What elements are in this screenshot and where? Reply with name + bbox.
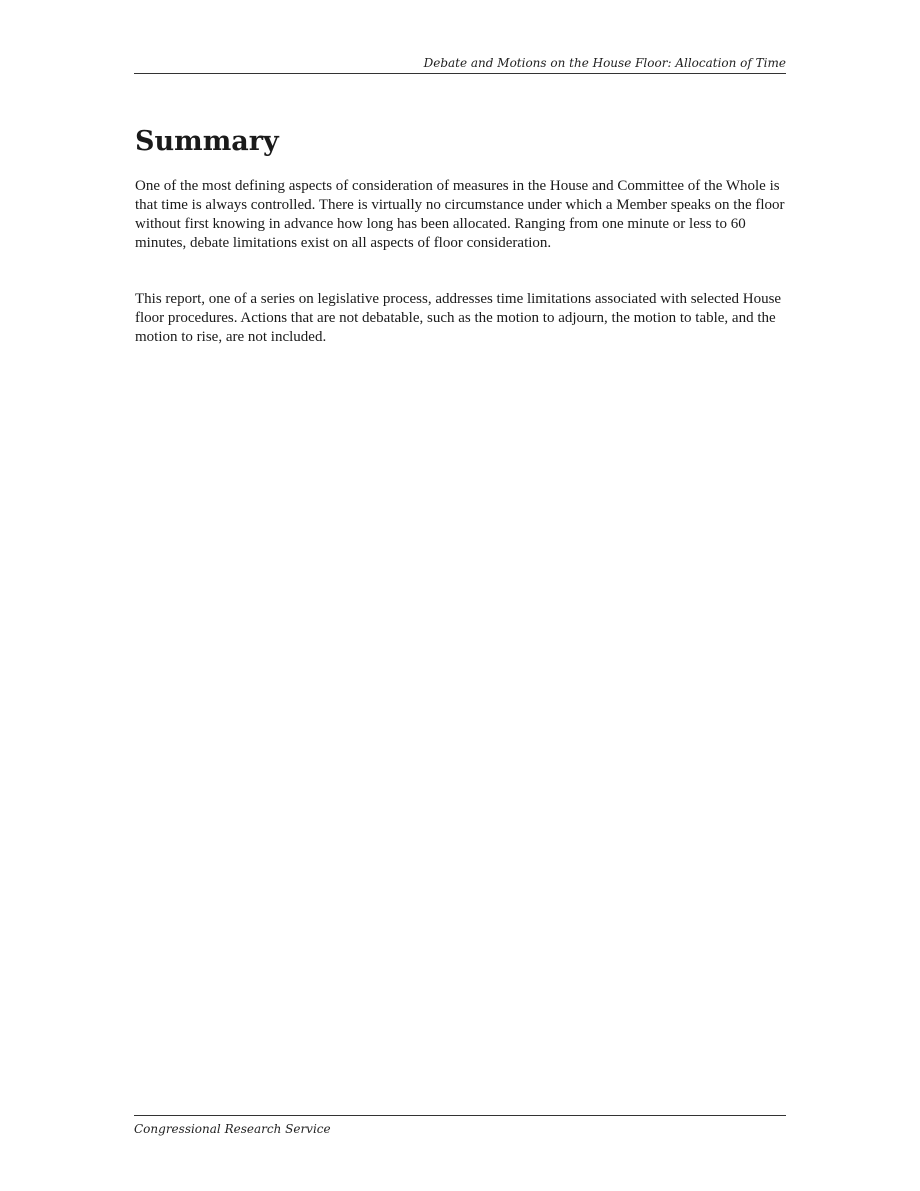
summary-paragraph-2: This report, one of a series on legislative process, addresses time limitations associated with selected House floor procedures. Actions that are not debatable, such as the motion to adjourn, the motion to table, and the motion to rise, are not included. [135, 291, 782, 345]
section-title: Summary [135, 126, 279, 157]
running-header-title: Debate and Motions on the House Floor: Allocation of Time [134, 55, 786, 74]
running-footer-organization: Congressional Research Service [134, 1115, 786, 1137]
summary-paragraph-1: One of the most defining aspects of consideration of measures in the House and Committee of the Whole is that time is always controlled. There is virtually no circumstance under which a Member speaks on the floor without first knowing in advance how long has been allocated. Ranging from one minute or less to 60 minutes, debate limitations exist on all aspects of floor consideration. [135, 178, 785, 251]
